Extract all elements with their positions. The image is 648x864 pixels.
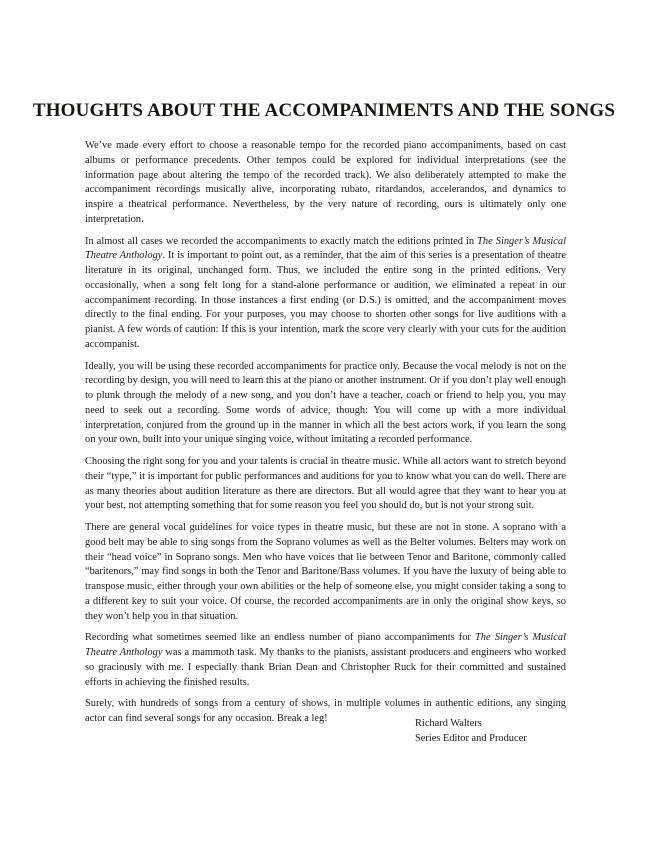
paragraph [85,631,566,690]
signature-role: Series Editor and Producer [415,733,527,745]
paragraph [85,455,566,514]
paragraph [85,521,566,624]
text-segment: . It is important to point out, as a reminder, that the aim of this series is a presentation of theatre literature in its original, unchanged form. Thus, we included the entire song in the printed editions. Very occasionally, when a song felt long for a stand-alone performance or audition, we eliminated a repeat in our accompaniment recording. In those instances a first ending (or D.S.) is omitted, and the accompaniment moves directly to the final ending. For your purposes, you may choose to shorten other songs for live auditions with a pianist. A few words of caution: If this is your intention, mark the score very clearly with your cuts for the audition accompanist. [85,250,566,350]
text-segment: We’ve made every effort to choose a reasonable tempo for the recorded piano accompaniments, based on cast albums or performance precedents. Other tempos could be explored for individual interpretations (see the information page about altering the tempo of the recorded track). We also deliberately attempted to make the accompaniment recordings musically alive, incorporating rubato, ritardandos, accelerandos, and dynamics to inspire a theatrical performance. Nevertheless, by the very nature of recording, ours is ultimately only one interpretation. [85,140,566,225]
text-segment: There are general vocal guidelines for voice types in theatre music, but these are not in stone. A soprano with a good belt may be able to sing songs from the Soprano volumes as well as the Belter volumes. Belters may work on their “head voice” in Soprano songs. Men who have voices that lie between Tenor and Baritone, commonly called “baritenors,” may find songs in both the Tenor and Baritone/Bass volumes. If you have the luxury of being able to transpose music, either through your own abilities or the help of someone else, you might consider taking a song to a different key to suit your voice. Of course, the recorded accompaniments are in only the original show keys, so they won’t help you in that situation. [85,522,566,622]
italic-text: The Singer’s Musical Theatre Anthology [85,632,566,658]
text-segment: Surely, with hundreds of songs from a century of shows, in multiple volumes in authentic editions, any singing actor can find several songs for any occasion. Break a leg! [85,698,566,724]
text-segment: Ideally, you will be using these recorded accompaniments for practice only. Because the vocal melody is not on the recording by design, you will need to learn this at the piano or another instrument. Or if you don’t play well enough to plunk through the melody of a new song, and you don’t have a teacher, coach or friend to help you, you may need to seek out a recording. Some words of advice, though: You will come up with a more individual interpretation, conjured from the ground up in the manner in which all the best actors work, if you learn the song on your own, built into your unique singing voice, without imitating a recorded performance. [85,360,566,446]
paragraph [85,360,566,449]
signature-name: Richard Walters [415,718,482,729]
paragraph [85,139,566,228]
signature-block [415,716,527,746]
paragraph [85,235,566,353]
text-segment: In almost all cases we recorded the accompaniments to exactly match the editions printed in [85,235,478,247]
text-segment: Recording what sometimes seemed like an endless number of piano accompaniments for [85,632,475,644]
body-text [85,139,566,734]
text-segment: Choosing the right song for you and your talents is crucial in theatre music. While all actors want to stretch beyond their “type,” it is important for public performances and auditions for you to know what you can do well. There are as many theories about audition literature as there are directors. But all would agree that they want to hear you at your best, not attempting something that for some reason you feel you should do, but is not your strong suit. [85,456,566,512]
italic-text: The Singer’s Musical Theatre Anthology [85,235,566,262]
text-segment: was a mammoth task. My thanks to the pianists, assistant producers and engineers who worked so graciously with me. I especially thank Brian Dean and Christopher Ruck for their committed and sustained efforts in achieving the finished results. [85,647,566,688]
page-title: THOUGHTS ABOUT THE ACCOMPANIMENTS AND THE SONGS [32,100,616,121]
